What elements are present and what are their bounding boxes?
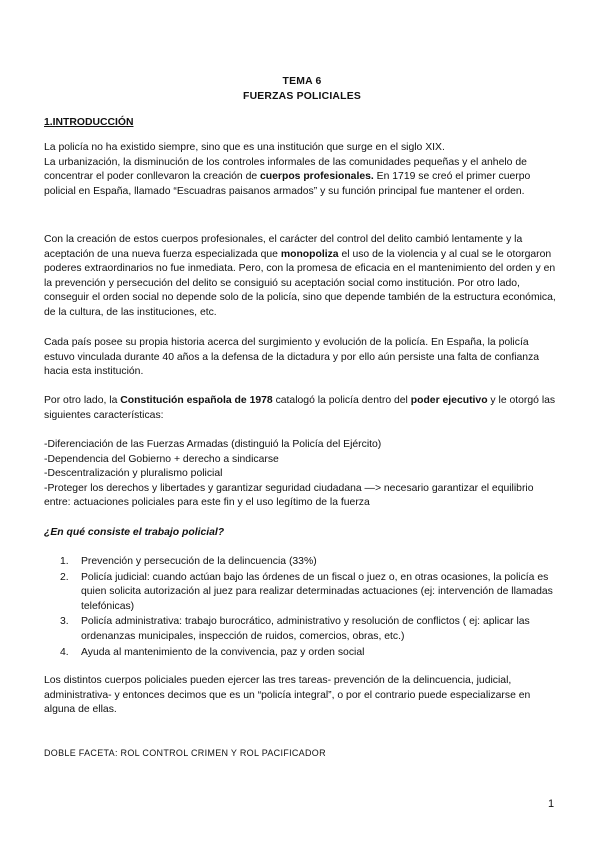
- list-text: Policía administrativa: trabajo burocrático, administrativo y resolución de conflictos ( ej: aplicar las ordenanzas municipales, inspección de ruidos, comercios, obras, etc.): [81, 616, 530, 642]
- paragraph-constitution: [44, 394, 558, 423]
- list-item: [44, 555, 560, 570]
- paragraph-intro: [44, 141, 558, 199]
- paragraph-spain-history: [44, 336, 558, 380]
- characteristic-item: -Proteger los derechos y libertades y garantizar seguridad ciudadana —> necesario garantizar el equilibrio entre: actuaciones policiales para este fin y el uso legítimo de la fuerza: [44, 482, 534, 509]
- doble-faceta-note: DOBLE FACETA: ROL CONTROL CRIMEN Y ROL PACIFICADOR: [44, 748, 326, 758]
- text-run: La urbanización, la disminución de los controles informales de las comunidades pequeñas y el anhelo de concentrar el poder conllevaron la creación de: [44, 156, 527, 183]
- list-item: [44, 571, 560, 615]
- police-work-list: [44, 555, 560, 661]
- characteristic-item: -Dependencia del Gobierno + derecho a sindicarse: [44, 453, 279, 465]
- bold-text: poder ejecutivo: [410, 395, 488, 406]
- section-title: 1.INTRODUCCIÓN: [44, 117, 134, 128]
- characteristic-item: -Descentralización y pluralismo policial: [44, 468, 223, 480]
- list-number: 1.: [60, 556, 69, 567]
- bold-text: monopoliza: [280, 248, 339, 260]
- text-run: catalogó la policía dentro del: [272, 395, 411, 406]
- text-run: Con la creación de estos cuerpos profesionales, el carácter del control del delito cambió lentamente y la aceptación de una nueva fuerza especializada que: [44, 234, 523, 260]
- text-run: La policía no ha existido siempre, sino que es una institución que surge en el siglo XIX.: [44, 142, 445, 153]
- bold-text: cuerpos profesionales.: [260, 171, 374, 183]
- document-title: FUERZAS POLICIALES: [243, 91, 361, 102]
- text-run: Cada país posee su propia historia acerca del surgimiento y evolución de la policía. En España, la policía estuvo vinculada durante 40 años a la defensa de la dictadura y por ello aún persiste una falta de confianza hacia esta institución.: [44, 337, 540, 378]
- paragraph-integral-police: [44, 674, 558, 718]
- tema-label: TEMA 6: [282, 76, 322, 87]
- list-text: Prevención y persecución de la delincuencia (33%): [81, 556, 317, 567]
- text-run: y le otorgó las siguientes características:: [44, 395, 556, 421]
- characteristic-item: -Diferenciación de las Fuerzas Armadas (distinguió la Policía del Ejército): [44, 439, 382, 450]
- text-run: el uso de la violencia y al cual se le otorgaron poderes extraordinarios no fue inmediata. Pero, con la promesa de eficacia en el mantenimiento del orden y en la prevención y persecución del delito se consiguió su aceptación social como institución. Por otro lado, conseguir el orden social no depende solo de la policía, sino que depende también de la estructura económica, de la cultura, de las instituciones, etc.: [44, 248, 556, 318]
- text-run: Por otro lado, la: [44, 395, 121, 406]
- list-text: Ayuda al mantenimiento de la convivencia, paz y orden social: [81, 646, 365, 658]
- list-number: 3.: [60, 616, 69, 628]
- list-item: [44, 615, 560, 644]
- page-number: 1: [548, 798, 555, 810]
- bold-text: Constitución española de 1978: [120, 395, 273, 406]
- text-run: En 1719 se creó el primer cuerpo policial en España, llamado “Escuadras paisanos armados” y su función principal fue mantener el orden.: [44, 171, 531, 197]
- document-header: [44, 74, 560, 104]
- text-run: Los distintos cuerpos policiales pueden ejercer las tres tareas- prevención de la delincuencia, judicial, administrativa- y entonces decimos que es un “policía integral”, o por el contrario puede especializarse en alguna de ellas.: [44, 675, 531, 716]
- list-number: 4.: [60, 646, 69, 658]
- list-number: 2.: [60, 571, 69, 583]
- list-item: [44, 646, 560, 661]
- question-heading: ¿En qué consiste el trabajo policial?: [44, 527, 225, 538]
- list-text: Policía judicial: cuando actúan bajo las órdenes de un fiscal o juez o, en otras ocasiones, la policía es quien solicita autorización al juez para realizar determinadas actuaciones (ej: intervención de llamadas telefónicas): [81, 571, 553, 612]
- characteristics-list: [44, 438, 558, 511]
- paragraph-professional-bodies: [44, 233, 558, 321]
